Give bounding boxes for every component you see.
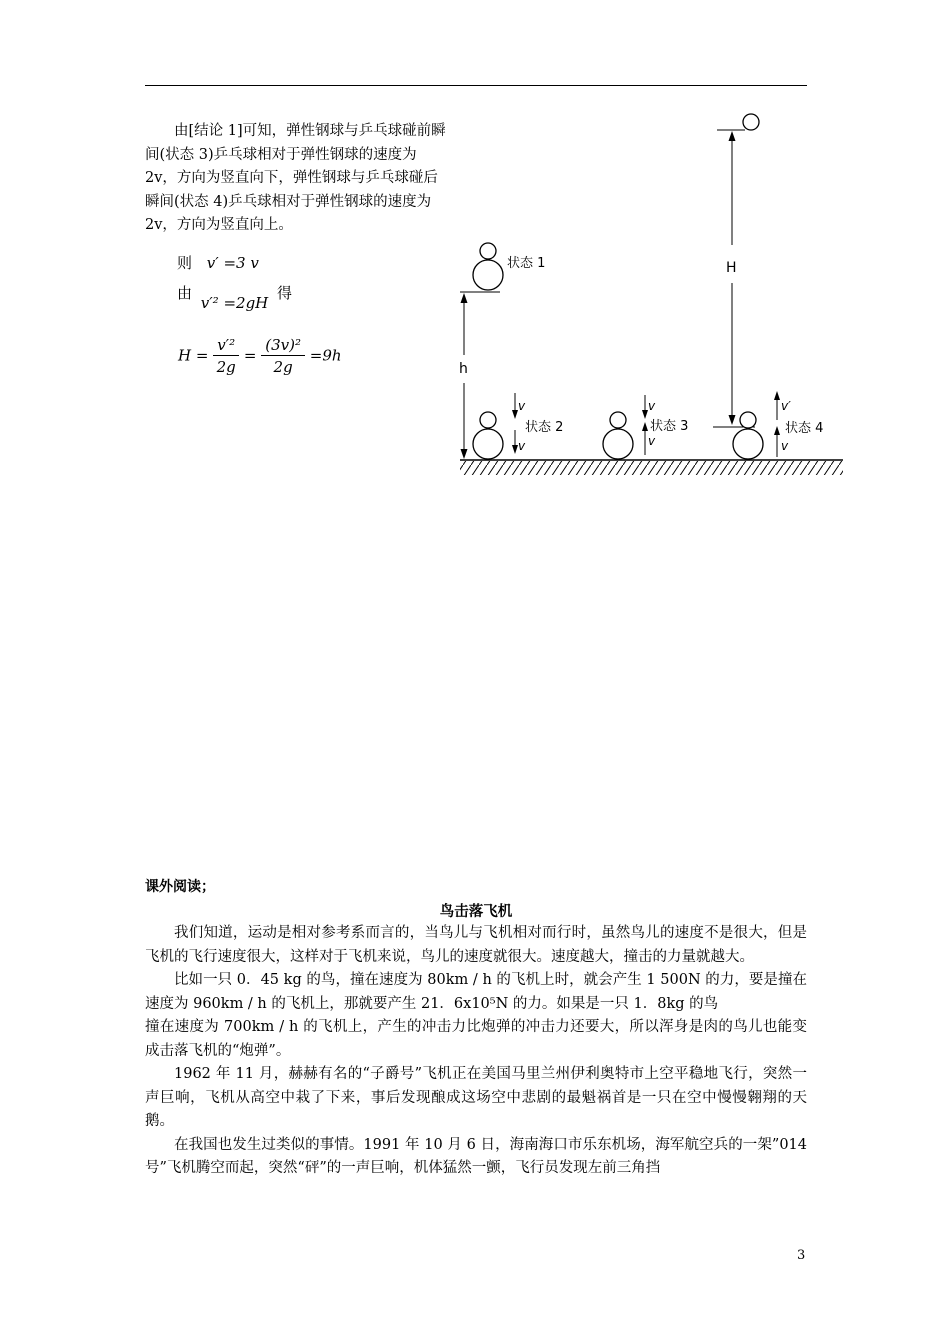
ball-bounce-diagram [455, 105, 850, 480]
eq3-frac1-den: 2g [216, 358, 236, 376]
state-3-v-top: v [648, 399, 656, 413]
eq2-prefix: 由 [177, 284, 193, 302]
article-paragraph-4: 1962 年 11 月，赫赫有名的“子爵号”飞机正在美国马里兰州伊利奥特市上空平稳地飞行，突然一声巨响，飞机从高空中栽了下来，事后发现酿成这场空中悲剧的最魁祸首是一只在空中慢慢翱翔的天鹅。 [145, 1066, 807, 1129]
article-body [145, 922, 807, 1181]
state-2-v-bottom: v [518, 439, 526, 453]
eq1-prefix: 则 [177, 254, 193, 272]
page-number: 3 [797, 1248, 806, 1263]
state-3-balls [603, 412, 633, 459]
eq2-suffix: 得 [277, 284, 293, 302]
eq3-frac1-num: v′² [213, 335, 239, 356]
eq2-expr: v′² =2gH [200, 294, 269, 312]
label-h: h [459, 361, 468, 377]
ground-hatching [460, 461, 843, 475]
equation-vprime [177, 252, 259, 273]
article-paragraph-2: 比如一只 0．45 kg 的鸟，撞在速度为 80km / h 的飞机上时，就会产生 1 500N 的力，要是撞在速度为 960km / h 的飞机上，那就要产生 21．6x10⁵N 的力。如果是一只 1．8kg 的鸟 [145, 972, 807, 1012]
eq3-fraction-2 [261, 335, 305, 378]
state-2-v-top: v [518, 399, 526, 413]
label-H: H [726, 260, 737, 276]
eq3-lhs: H = [178, 346, 209, 365]
state-1-balls [473, 243, 503, 290]
eq3-result: =9h [309, 346, 342, 365]
top-ball [743, 114, 759, 130]
state-2-label: 状态 2 [525, 420, 564, 435]
eq3-equals: = [243, 346, 257, 365]
state-1-label: 状态 1 [507, 256, 546, 271]
equation-energy [177, 282, 293, 312]
state-4-vprime: v′ [781, 399, 791, 413]
article-title: 鸟击落飞机 [439, 904, 513, 920]
eq3-frac2-num: (3v)² [261, 335, 305, 356]
eq3-frac2-den: 2g [273, 358, 293, 376]
state-4-balls [733, 412, 763, 459]
eq3-fraction-1 [213, 335, 239, 378]
state-4-label: 状态 4 [785, 421, 824, 436]
state-2-balls [473, 412, 503, 459]
header-rule [145, 85, 807, 86]
state-3-label: 状态 3 [650, 419, 689, 434]
state-4-v: v [781, 439, 789, 453]
state-3-v-bottom: v [648, 434, 656, 448]
article-paragraph-1: 我们知道，运动是相对参考系而言的，当鸟儿与飞机相对而行时，虽然鸟儿的速度不是很大，但是飞机的飞行速度很大，这样对于飞机来说，鸟儿的速度就很大。速度越大，撞击的力量就越大。 [145, 925, 807, 965]
eq1-expr: v′ =3 v [206, 254, 259, 272]
derivation-text [145, 120, 450, 238]
equation-height [178, 335, 342, 378]
derivation-paragraph: 由[结论 1]可知，弹性钢球与乒乓球碰前瞬间(状态 3)乒乓球相对于弹性钢球的速度为 2v，方向为竖直向下，弹性钢球与乒乓球碰后瞬间(状态 4)乒乓球相对于弹性钢球的速度为 2v，方向为竖直向上。 [145, 123, 446, 233]
section-label: 课外阅读； [145, 879, 215, 895]
article-paragraph-5: 在我国也发生过类似的事情。1991 年 10 月 6 日，海南海口市乐东机场，海军航空兵的一架”014 号”飞机腾空而起，突然“砰”的一声巨响，机体猛然一颤，飞行员发现左前三角挡 [145, 1136, 807, 1176]
article-paragraph-3: 撞在速度为 700km / h 的飞机上，产生的冲击力比炮弹的冲击力还要大，所以浑身是肉的鸟儿也能变成击落飞机的“炮弹”。 [145, 1019, 807, 1059]
